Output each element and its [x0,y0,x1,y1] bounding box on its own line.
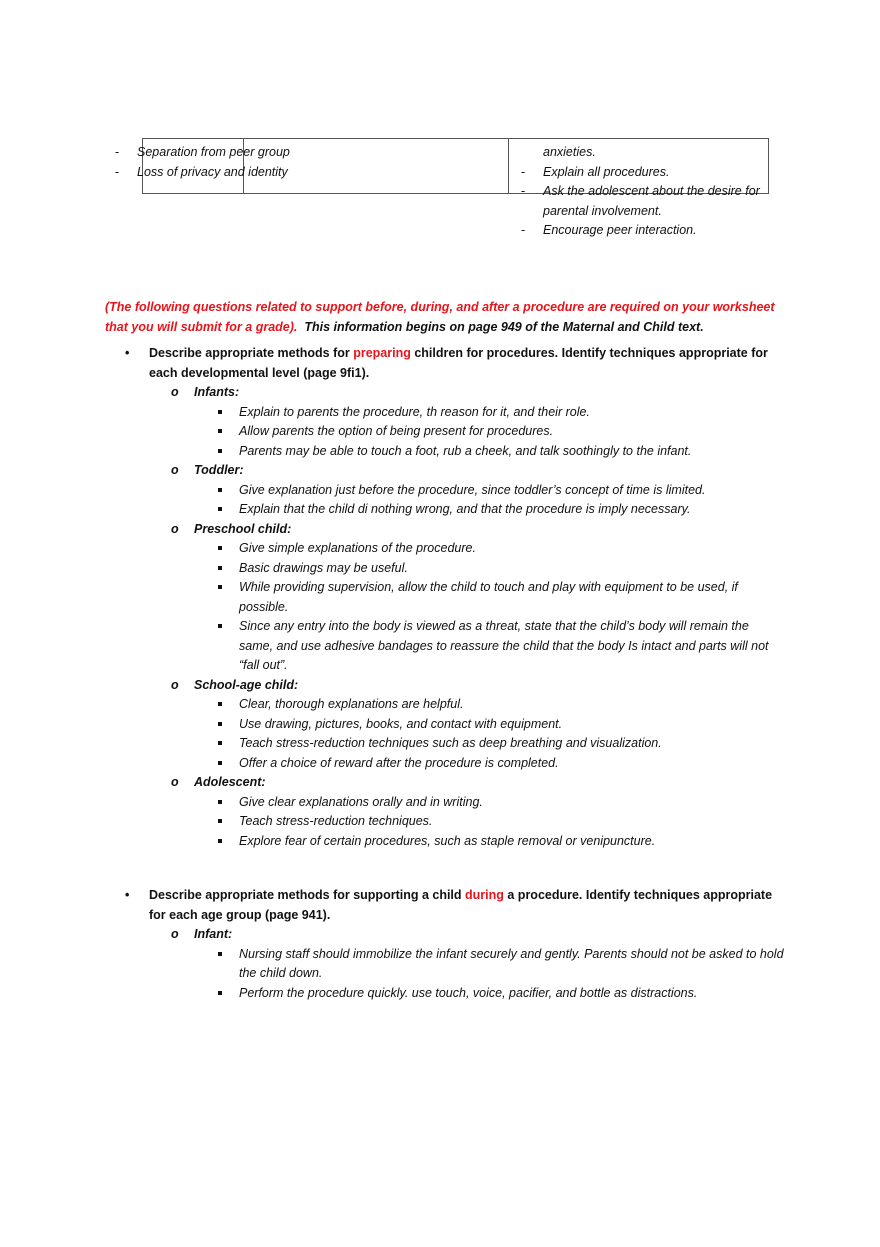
list-item: Explain to parents the procedure, th reason for it, and their role. [239,403,785,423]
square-bullet-icon [218,566,222,570]
circle-bullet-icon: o [171,385,179,399]
age-group-title: o Toddler: [194,461,785,481]
question-preparing: • Describe appropriate methods for preparing children for procedures. Identify techniques appropriate for each developmental level (page 9fi1). [125,346,768,380]
age-group [105,773,785,851]
age-group [105,676,785,774]
list-item: Give explanation just before the procedure, since toddler’s concept of time is limited. [239,481,785,501]
square-bullet-icon [218,800,222,804]
technique-list [194,539,785,676]
list-item: - Ask the adolescent about the desire for [521,184,760,198]
square-bullet-icon [218,507,222,511]
intro-paragraph [105,298,785,337]
age-group [105,520,785,676]
list-item: Perform the procedure quickly. use touch, voice, pacifier, and bottle as distractions. [239,984,785,1004]
list-item: Explain that the child di nothing wrong, and that the procedure is imply necessary. [239,500,785,520]
list-item: Use drawing, pictures, books, and contact with equipment. [239,715,785,735]
square-bullet-icon [218,991,222,995]
age-group-title: o Preschool child: [194,520,785,540]
age-group [105,925,785,1003]
age-group-title: o Infants: [194,383,785,403]
age-group [105,461,785,520]
list-item: Nursing staff should immobilize the infant securely and gently. Parents should not be asked to hold the child down. [239,945,785,984]
technique-list [194,403,785,462]
question-during-section [105,886,785,1003]
circle-bullet-icon: o [171,677,179,692]
list-item: parental involvement. [543,203,662,218]
square-bullet-icon [218,741,222,745]
square-bullet-icon [218,839,222,843]
square-bullet-icon [218,546,222,550]
bullet-icon: • [125,346,130,360]
bullet-icon: • [125,888,130,902]
list-item: Teach stress-reduction techniques. [239,812,785,832]
technique-list [194,945,785,1004]
circle-bullet-icon: o [171,521,179,536]
square-bullet-icon [218,722,222,726]
table-col3-list [521,143,760,241]
circle-bullet-icon: o [171,463,179,477]
age-group-title: o School-age child: [194,676,785,696]
square-bullet-icon [218,624,222,628]
square-bullet-icon [218,429,222,433]
square-bullet-icon [218,702,222,706]
intro-required-note: (The following questions related to support before, during, and after a procedure are required on your worksheet that you will submit for a grade). [105,300,775,334]
square-bullet-icon [218,585,222,589]
question-during: • Describe appropriate methods for supporting a child during a procedure. Identify techniques appropriate for each age group (page 941). [125,888,773,922]
list-item: Basic drawings may be useful. [239,559,785,579]
age-group-title: o Adolescent: [194,773,785,793]
circle-bullet-icon: o [171,927,179,941]
list-item: Give clear explanations orally and in writing. [239,793,785,813]
list-item: Explore fear of certain procedures, such as staple removal or venipuncture. [239,832,785,852]
list-item: - Separation from peer group [115,145,290,159]
question-preparing-section [105,344,785,851]
technique-list [194,793,785,852]
age-group [105,383,785,461]
list-item: Offer a choice of reward after the procedure is completed. [239,754,785,774]
square-bullet-icon [218,488,222,492]
table-col2-list [115,143,290,182]
list-item: While providing supervision, allow the child to touch and play with equipment to be used, if possible. [239,578,785,617]
square-bullet-icon [218,449,222,453]
list-item: Parents may be able to touch a foot, rub a cheek, and talk soothingly to the infant. [239,442,785,462]
list-item: - Loss of privacy and identity [115,164,288,179]
list-item: Allow parents the option of being present for procedures. [239,422,785,442]
intro-page-reference: This information begins on page 949 of the Maternal and Child text. [304,319,704,334]
list-item: anxieties. [543,145,596,159]
square-bullet-icon [218,761,222,765]
technique-list [194,695,785,773]
square-bullet-icon [218,819,222,823]
circle-bullet-icon: o [171,775,179,789]
list-item: Clear, thorough explanations are helpful. [239,695,785,715]
age-group-title: o Infant: [194,925,785,945]
list-item: Since any entry into the body is viewed as a threat, state that the child’s body will remain the same, and use adhesive bandages to reassure the child that the body Is intact and parts will not “fall out”. [239,617,785,676]
list-item: - Encourage peer interaction. [521,223,697,237]
list-item: - Explain all procedures. [521,164,670,179]
technique-list [194,481,785,520]
square-bullet-icon [218,410,222,414]
square-bullet-icon [218,952,222,956]
list-item: Teach stress-reduction techniques such as deep breathing and visualization. [239,734,785,754]
list-item: Give simple explanations of the procedure. [239,539,785,559]
